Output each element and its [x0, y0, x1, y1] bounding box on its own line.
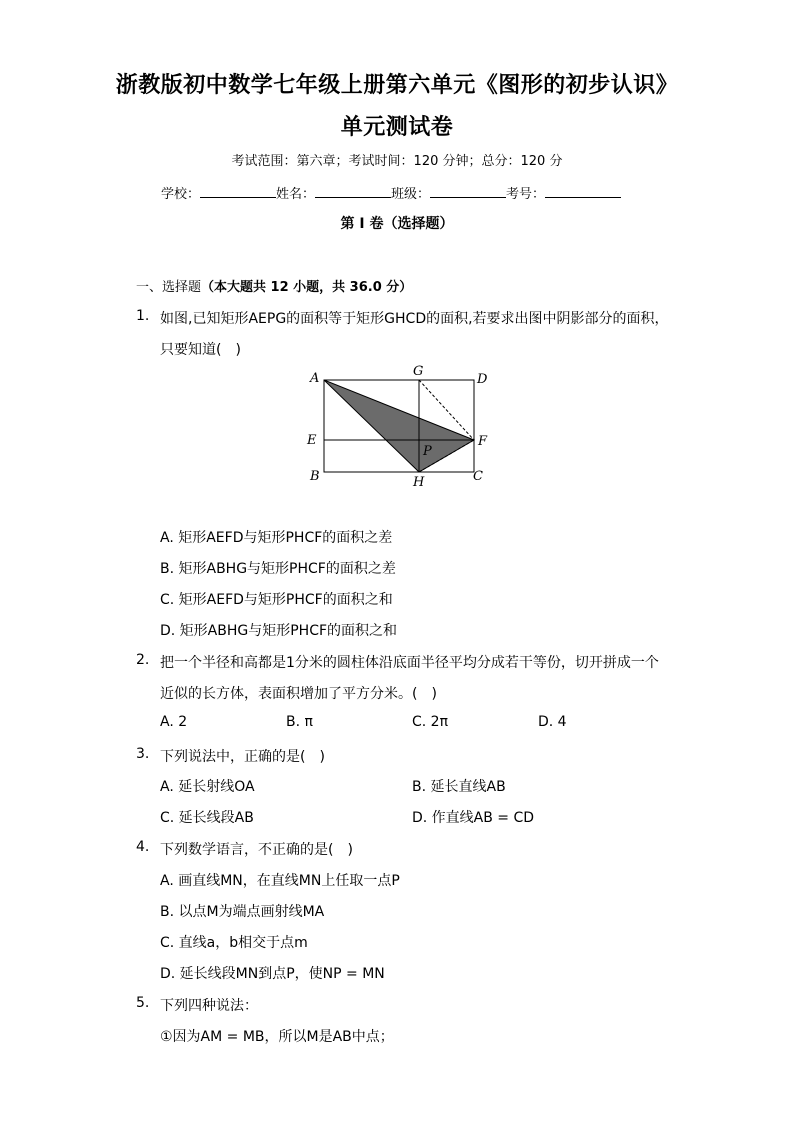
field-school-label: 学校：: [161, 187, 201, 202]
label-c: C: [473, 469, 483, 484]
q3-number: 3.: [136, 746, 150, 762]
label-h: H: [413, 475, 425, 490]
q5-stem: 下列四种说法：: [160, 998, 258, 1014]
label-f: F: [478, 434, 488, 449]
q3-option-d[interactable]: D. 作直线AB = CD: [412, 810, 535, 826]
student-fields: [161, 183, 621, 202]
section-heading-title: 一、选择题: [136, 280, 202, 295]
q1-geometry-figure: [296, 360, 496, 490]
q2-stem-line2: 近似的长方体，表面积增加了平方分米。( ): [160, 686, 437, 702]
q1-number: 1.: [136, 308, 150, 324]
q3-stem: 下列说法中，正确的是( ): [160, 749, 325, 765]
volume-heading: 第 I 卷（选择题）: [340, 216, 454, 232]
q1-option-b[interactable]: B. 矩形ABHG与矩形PHCF的面积之差: [160, 561, 396, 577]
q1-stem-line1: 如图,已知矩形AEPG的面积等于矩形GHCD的面积,若要求出图中阴影部分的面积，: [160, 311, 669, 327]
q2-stem-line1: 把一个半径和高都是1分米的圆柱体沿底面半径平均分成若干等份，切开拼成一个: [160, 655, 659, 671]
q1-stem-line2: 只要知道( ): [160, 342, 241, 358]
label-d: D: [477, 372, 488, 387]
q4-option-a[interactable]: A. 画直线MN，在直线MN上任取一点P: [160, 873, 400, 889]
q4-number: 4.: [136, 839, 150, 855]
q1-option-d[interactable]: D. 矩形ABHG与矩形PHCF的面积之和: [160, 623, 398, 639]
q2-option-a[interactable]: A. 2: [160, 714, 188, 730]
field-name-blank[interactable]: [315, 183, 391, 198]
field-class-label: 班级：: [391, 187, 431, 202]
q2-option-b[interactable]: B. π: [286, 714, 313, 730]
q1-option-a[interactable]: A. 矩形AEFD与矩形PHCF的面积之差: [160, 530, 393, 546]
q3-option-b[interactable]: B. 延长直线AB: [412, 779, 506, 795]
doc-title-line2: 单元测试卷: [340, 114, 454, 140]
label-p: P: [423, 444, 432, 459]
q2-number: 2.: [136, 652, 150, 668]
shaded-triangle: [324, 380, 474, 472]
q2-option-c[interactable]: C. 2π: [412, 714, 449, 730]
q1-option-c[interactable]: C. 矩形AEFD与矩形PHCF的面积之和: [160, 592, 393, 608]
q4-stem: 下列数学语言，不正确的是( ): [160, 842, 353, 858]
q4-option-b[interactable]: B. 以点M为端点画射线MA: [160, 904, 325, 920]
label-a: A: [310, 371, 320, 386]
q4-option-c[interactable]: C. 直线a，b相交于点m: [160, 935, 308, 951]
section-heading: [136, 276, 412, 295]
field-id-blank[interactable]: [545, 183, 621, 198]
q3-option-c[interactable]: C. 延长线段AB: [160, 810, 254, 826]
label-b: B: [310, 469, 320, 484]
doc-title-line1: 浙教版初中数学七年级上册第六单元《图形的初步认识》: [115, 72, 679, 98]
exam-info: 考试范围：第六章；考试时间：120 分钟；总分：120 分: [231, 154, 563, 169]
q4-option-d[interactable]: D. 延长线段MN到点P，使NP = MN: [160, 966, 385, 982]
q5-item-1: ①因为AM = MB，所以M是AB中点；: [160, 1029, 394, 1045]
label-g: G: [413, 364, 424, 379]
field-class-blank[interactable]: [430, 183, 506, 198]
field-name-label: 姓名：: [276, 187, 316, 202]
label-e: E: [307, 433, 317, 448]
q3-option-a[interactable]: A. 延长射线OA: [160, 779, 255, 795]
field-id-label: 考号：: [506, 187, 546, 202]
field-school-blank[interactable]: [200, 183, 276, 198]
q5-number: 5.: [136, 995, 150, 1011]
section-heading-note: （本大题共 12 小题，共 36.0 分）: [201, 280, 413, 295]
q2-option-d[interactable]: D. 4: [538, 714, 567, 730]
